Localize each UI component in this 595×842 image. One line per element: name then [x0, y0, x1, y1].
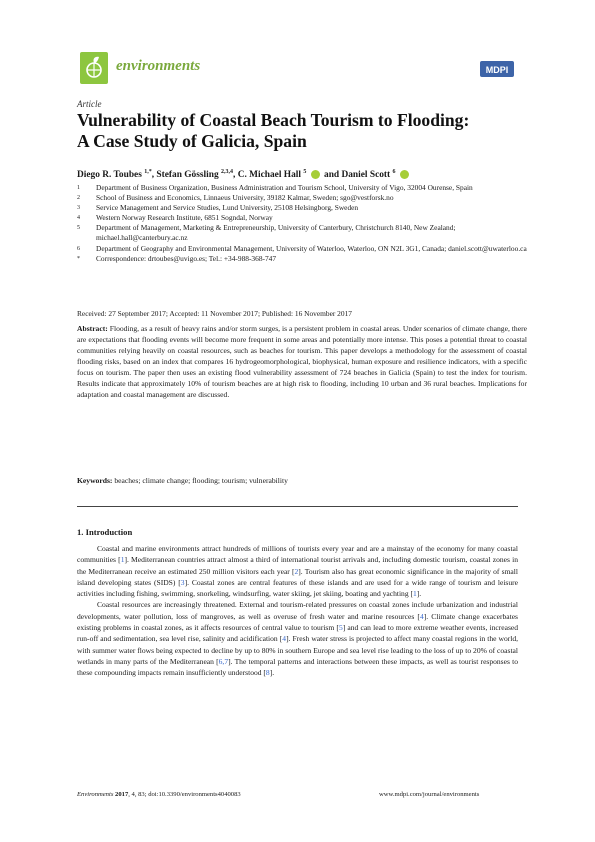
abstract-label: Abstract:: [77, 324, 108, 333]
author-name[interactable]: Diego R. Toubes: [77, 170, 142, 181]
affiliation-text: Department of Management, Marketing & Entrepreneurship, University of Canterbury, Christchurch 8140, New Zealand; michael.hall@canterbury.ac.nz: [96, 223, 456, 243]
keywords: [77, 476, 527, 485]
citation-link[interactable]: 4: [282, 634, 287, 644]
affiliation-number: 5: [77, 225, 80, 232]
journal-name[interactable]: environments: [116, 58, 201, 74]
article-title: [77, 110, 527, 152]
citation-year: 2017: [115, 791, 129, 798]
affiliation-text: Department of Geography and Environmental Management, University of Waterloo, Waterloo, ON N2L 3G1, Canada; daniel.scott@uwaterloo.ca: [96, 243, 527, 253]
article-type: Article: [77, 99, 102, 109]
citation-link[interactable]: 8: [265, 668, 270, 678]
affiliation-text: School of Business and Economics, Linnaeus University, 39182 Kalmar, Sweden; sgo@vestforsk.no: [96, 193, 394, 203]
journal-url[interactable]: www.mdpi.com/journal/environments: [379, 791, 480, 798]
section-divider: [77, 506, 518, 507]
citation-link[interactable]: 4: [419, 611, 424, 621]
citation-link[interactable]: 6,7: [218, 656, 229, 666]
keywords-label: Keywords:: [77, 476, 113, 485]
affiliation-list: [77, 183, 527, 264]
title-line-2: A Case Study of Galicia, Spain: [77, 131, 307, 151]
author-name[interactable]: Stefan Gössling: [156, 170, 219, 181]
journal-logo: [80, 52, 108, 84]
affiliation-number: 3: [77, 205, 80, 212]
section-body: [77, 543, 518, 679]
globe-leaf-icon: [80, 52, 108, 84]
affiliation-number: 6: [77, 245, 80, 252]
author-affil-sup: 2,3,4: [221, 169, 233, 175]
publication-dates: Received: 27 September 2017; Accepted: 11 November 2017; Published: 16 November 2017: [77, 309, 352, 318]
author-affil-sup: 1,*: [144, 169, 152, 175]
affiliation-text: Western Norway Research Institute, 6851 Sogndal, Norway: [96, 213, 273, 223]
citation-footer: [77, 791, 241, 798]
author-affil-sup: 5: [303, 169, 307, 175]
correspondence-text: Correspondence: drtoubes@uvigo.es; Tel.: +34-988-368-747: [96, 253, 277, 263]
citation-rest: , 4, 83; doi:10.3390/environments4040083: [128, 791, 241, 798]
affiliation-number: *: [77, 255, 80, 262]
author-name[interactable]: Daniel Scott: [341, 170, 391, 181]
citation-link[interactable]: 1: [413, 589, 417, 599]
abstract-text: Flooding, as a result of heavy rains and/or storm surges, is a persistent problem in coastal areas. Under scenarios of climate change, there are expectations that flooding events will become more frequent in some areas and potentially more intense. This poses a potential threat to coastal communities relying heavily on coastal resources, such as beaches for tourism. This paper develops a methodology for the assessment of coastal flooding risks, based on an index that compares 16 hydrogeomorphological, biophysical, human exposure and resilience indicators, with a specific focus on tourism. The paper then uses an existing flood vulnerability assessment of 724 beaches in Galicia (Spain) to test the index for tourism. Results indicate that approximately 10% of tourism beaches are at high risk to flooding, including 10 urban and 36 rural beaches. Implications for adaptation and coastal management are discussed.: [77, 324, 527, 399]
citation-link[interactable]: 5: [338, 623, 343, 633]
affiliation-text: Department of Business Organization, Business Administration and Tourism School, University of Vigo, 32004 Ourense, Spain: [96, 183, 473, 192]
affiliation-number: 2: [77, 195, 80, 202]
publisher-logo-text: MDPI: [485, 65, 509, 75]
mdpi-logo: [478, 58, 516, 80]
citation-link[interactable]: 1: [120, 555, 125, 565]
paragraph: Coastal resources are increasingly threatened. External and tourism-related pressures on coastal zones include urbanization and industrial developments, water pollution, loss of mangroves, as well as overuse of fresh water and marine resources [4]. Climate change exacerbates existing problems in coastal zones, as it affects resources of central value to tourism [5] and can lead to more extreme weather events, increased run-off and sedimentation, sea level rise, salinity and acidification [4]. Fresh water stress is projected to affect many coastal regions in the world, with summer water flows being expected to decline by up to 80% in southern Europe and sea level rise leading to the loss of up to 20% of coastal wetlands in many parts of the Mediterranean [6,7]. The temporal patterns and interactions between these impacts, as well as tourist responses to these compounding impacts remain insufficiently understood [8].: [77, 600, 519, 678]
citation-link[interactable]: 2: [294, 566, 299, 576]
affiliation-item: [77, 203, 527, 213]
title-line-1: Vulnerability of Coastal Beach Tourism to Flooding:: [77, 110, 470, 130]
author-and: and: [324, 170, 340, 181]
abstract: [77, 323, 527, 400]
citation-journal: Environments: [77, 791, 114, 798]
affiliation-item: [77, 193, 527, 203]
orcid-icon[interactable]: [311, 170, 320, 179]
author-list: Diego R. Toubes $^{1,*}$, Stefan Gössling $^{2,3,4}$, C. Michael Hall $^5$ and Daniel Scott $^6$: [77, 166, 527, 181]
affiliation-item: [77, 223, 527, 243]
paragraph: Coastal and marine environments attract hundreds of millions of tourists every year and are a mainstay of the economy for many coastal communities [1]. Mediterranean countries attract almost a third of international tourist arrivals and, including domestic tourism, coastal zones in the Mediterranean receive an estimated 250 million visitors each year [2]. Tourism also has great economic significance in the majority of small island developing states (SIDS) [3]. Coastal zones are central features of these islands and are used for a wide range of tourism and leisure activities including fishing, swimming, snorkeling, windsurfing, water skiing, jet skiing, boating and yachting [1].: [77, 544, 518, 599]
affiliation-number: 4: [77, 215, 80, 222]
keywords-text: beaches; climate change; flooding; tourism; vulnerability: [114, 476, 288, 485]
orcid-icon[interactable]: [400, 170, 409, 179]
author-name[interactable]: C. Michael Hall: [237, 170, 301, 181]
section-heading: 1. Introduction: [77, 527, 133, 537]
affiliation-item: [77, 213, 527, 223]
affiliation-text: Service Management and Service Studies, Lund University, 25108 Helsingborg, Sweden: [96, 203, 359, 213]
affiliation-item: [77, 244, 527, 254]
affiliation-number: 1: [77, 185, 80, 191]
correspondence-item: [77, 254, 527, 264]
author-affil-sup: 6: [392, 169, 396, 175]
affiliation-item: [77, 183, 527, 193]
citation-link[interactable]: 3: [180, 577, 185, 587]
